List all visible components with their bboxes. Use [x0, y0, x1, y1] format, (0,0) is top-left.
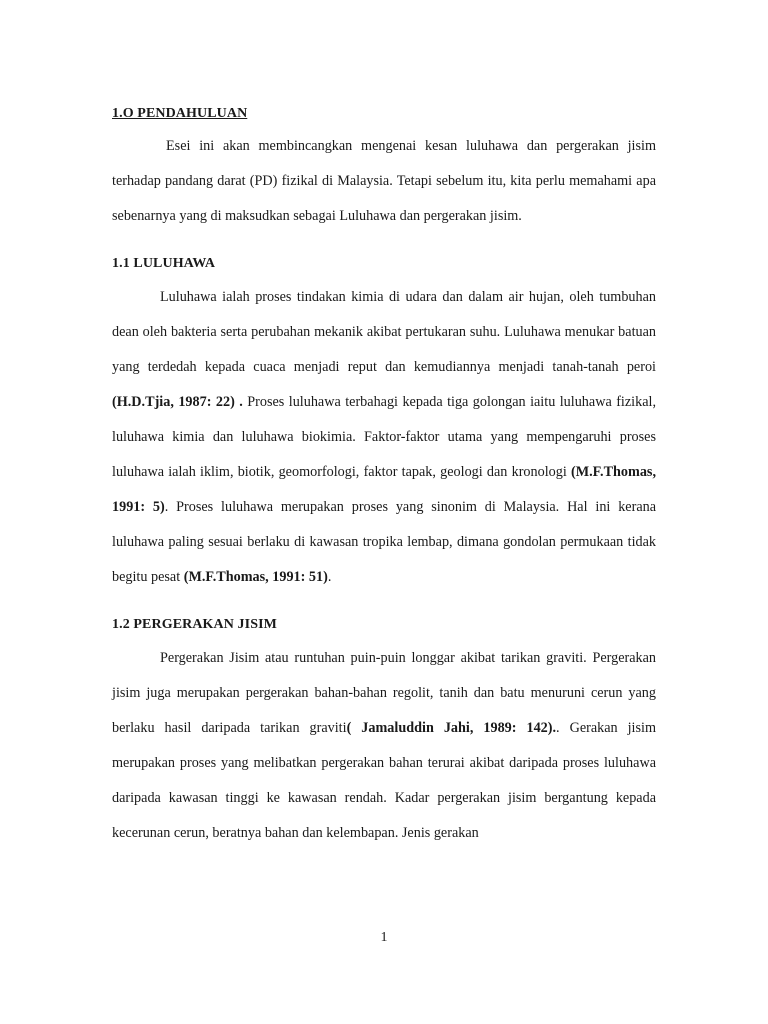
paragraph-pendahuluan: [112, 129, 656, 234]
text-run: Esei ini akan membincangkan mengenai kesan luluhawa dan pergerakan jisim terhadap pandang darat (PD) fizikal di Malaysia. Tetapi sebelum itu, kita perlu memahami apa sebenarnya yang di maksudkan sebagai Luluhawa dan pergerakan jisim.: [112, 138, 656, 224]
citation-tjia-1987: (H.D.Tjia, 1987: 22) .: [112, 394, 243, 410]
text-run: . Gerakan jisim merupakan proses yang melibatkan pergerakan bahan terurai akibat daripada proses luluhawa daripada kawasan tinggi ke kawasan rendah. Kadar pergerakan jisim bergantung kepada kecerunan cerun, beratnya bahan dan kelembapan. Jenis gerakan: [112, 720, 656, 841]
paragraph-pergerakan-jisim: [112, 641, 656, 851]
text-run: Proses luluhawa terbahagi kepada tiga golongan iaitu luluhawa fizikal, luluhawa kimia dan luluhawa biokimia. Faktor-faktor utama yang mempengaruhi proses luluhawa ialah iklim, biotik, geomorfologi, faktor tapak, geologi dan kronologi: [112, 394, 656, 480]
text-run: Luluhawa ialah proses tindakan kimia di udara dan dalam air hujan, oleh tumbuhan dean oleh bakteria serta perubahan mekanik akibat pertukaran suhu. Luluhawa menukar batuan yang terdedah kepada cuaca menjadi reput dan kemudiannya menjadi tanah-tanah peroi: [112, 289, 656, 375]
text-run: Pergerakan Jisim atau runtuhan puin-puin longgar akibat tarikan graviti. Pergerakan jisim juga merupakan pergerakan bahan-bahan regolit, tanih dan batu menuruni cerun yang berlaku hasil daripada tarikan graviti: [112, 650, 656, 736]
text-run: .: [327, 569, 332, 585]
page-number: 1: [380, 930, 388, 945]
citation-thomas-1991-5: (M.F.Thomas, 1991: 5): [112, 464, 656, 515]
text-run: . Proses luluhawa merupakan proses yang sinonim di Malaysia. Hal ini kerana luluhawa paling sesuai berlaku di kawasan tropika lembap, dimana gondolan permukaan tidak begitu pesat: [112, 499, 657, 585]
document-body: [112, 104, 656, 851]
citation-thomas-1991-51: (M.F.Thomas, 1991: 51): [183, 569, 328, 585]
section-heading-pendahuluan: 1.O PENDAHULUAN: [112, 106, 248, 121]
section-heading-pergerakan-jisim: 1.2 PERGERAKAN JISIM: [112, 617, 277, 632]
section-heading-luluhawa: 1.1 LULUHAWA: [112, 256, 216, 271]
paragraph-luluhawa: [112, 280, 656, 595]
citation-jahi-1989: ( Jamaluddin Jahi, 1989: 142).: [346, 720, 557, 736]
